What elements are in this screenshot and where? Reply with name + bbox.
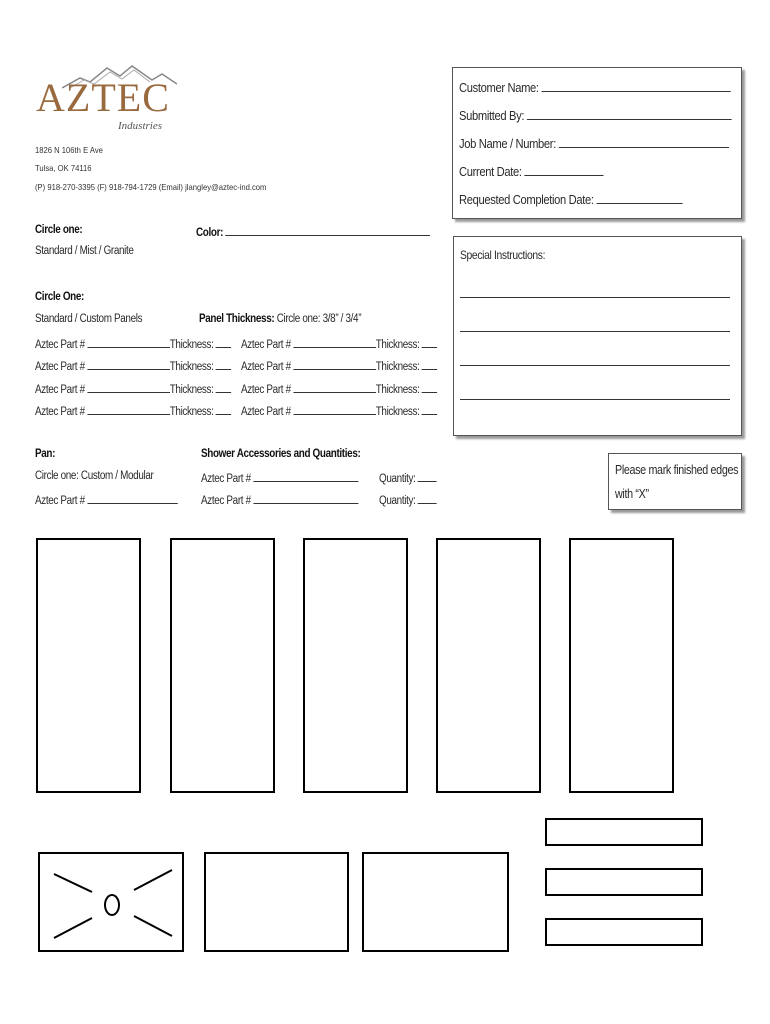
pan-type-options[interactable]: Circle one: Custom / Modular	[35, 470, 154, 482]
accessory-row	[201, 470, 358, 485]
customer-name-label: Customer Name:	[459, 80, 539, 95]
wall-panel-diagram[interactable]	[303, 538, 408, 793]
quantity-field[interactable]	[418, 492, 437, 504]
completion-date-label: Requested Completion Date:	[459, 192, 594, 207]
color-label: Color:	[196, 227, 224, 239]
panel-diagram[interactable]	[204, 852, 349, 952]
pan-heading: Pan:	[35, 448, 56, 460]
part-label: Aztec Part #	[35, 361, 85, 373]
logo-text: AZTEC	[36, 75, 170, 120]
part-label: Aztec Part #	[35, 495, 85, 507]
thickness-label: Thickness:	[169, 384, 214, 396]
submitted-by-field[interactable]	[527, 108, 732, 120]
job-name-field[interactable]	[559, 136, 729, 148]
part-field[interactable]	[87, 336, 170, 348]
part-label: Aztec Part #	[241, 384, 291, 396]
address-line-2: Tulsa, OK 74116	[35, 163, 92, 173]
quantity-label: Quantity:	[379, 473, 416, 485]
panel-thickness-label: Panel Thickness:	[199, 313, 275, 325]
circle-one-panels-heading: Circle One:	[35, 291, 84, 303]
thickness-field[interactable]	[422, 358, 437, 370]
thickness-field[interactable]	[216, 358, 231, 370]
part-label: Aztec Part #	[201, 495, 251, 507]
wall-panel-diagram[interactable]	[436, 538, 541, 793]
part-label: Aztec Part #	[35, 384, 85, 396]
trim-strip-diagram[interactable]	[545, 918, 703, 946]
wall-panel-diagram[interactable]	[36, 538, 141, 793]
part-label: Aztec Part #	[35, 406, 85, 418]
thickness-field[interactable]	[422, 336, 437, 348]
part-label: Aztec Part #	[35, 339, 85, 351]
instructions-line[interactable]	[460, 297, 730, 298]
thickness-field[interactable]	[216, 336, 231, 348]
instructions-line[interactable]	[460, 365, 730, 366]
current-date-field[interactable]	[524, 164, 603, 176]
pan-part-field[interactable]	[87, 492, 177, 504]
thickness-field[interactable]	[216, 381, 231, 393]
part-field[interactable]	[87, 403, 170, 415]
thickness-label: Thickness:	[375, 339, 420, 351]
wall-panel-diagram[interactable]	[569, 538, 674, 793]
thickness-label: Thickness:	[375, 361, 420, 373]
wall-panel-diagram[interactable]	[170, 538, 275, 793]
panel-part-row	[35, 381, 231, 396]
submitted-by-label: Submitted By:	[459, 108, 525, 123]
logo-subtext: Industries	[118, 120, 162, 132]
color-field[interactable]	[225, 224, 430, 236]
thickness-field[interactable]	[216, 403, 231, 415]
address-line-1: 1826 N 106th E Ave	[35, 145, 103, 155]
completion-date-field[interactable]	[596, 192, 682, 204]
shower-drain-icon	[40, 854, 182, 950]
customer-name-field[interactable]	[541, 80, 730, 92]
customer-info-box	[452, 67, 742, 219]
part-label: Aztec Part #	[241, 361, 291, 373]
panel-part-row	[35, 358, 231, 373]
panel-part-row	[241, 381, 437, 396]
quantity-row	[379, 492, 437, 507]
part-field[interactable]	[87, 381, 170, 393]
trim-strip-diagram[interactable]	[545, 818, 703, 846]
accessory-row	[201, 492, 358, 507]
pan-part-row	[35, 492, 177, 507]
thickness-label: Thickness:	[169, 406, 214, 418]
panel-part-row	[241, 336, 437, 351]
job-name-label: Job Name / Number:	[459, 136, 556, 151]
special-instructions-label: Special Instructions:	[460, 248, 546, 262]
panel-part-row	[35, 403, 231, 418]
part-field[interactable]	[293, 358, 376, 370]
thickness-label: Thickness:	[375, 384, 420, 396]
thickness-field[interactable]	[422, 381, 437, 393]
note-line-2: with “X”	[615, 487, 649, 501]
contact-line: (P) 918-270-3395 (F) 918-794-1729 (Email) jlangley@aztec-ind.com	[35, 182, 267, 192]
accessory-part-field[interactable]	[253, 470, 358, 482]
panel-diagram[interactable]	[362, 852, 509, 952]
shower-pan-diagram[interactable]	[38, 852, 184, 952]
thickness-field[interactable]	[422, 403, 437, 415]
part-label: Aztec Part #	[241, 339, 291, 351]
instructions-line[interactable]	[460, 331, 730, 332]
circle-one-heading: Circle one:	[35, 224, 83, 236]
part-label: Aztec Part #	[241, 406, 291, 418]
special-instructions-box	[453, 236, 742, 436]
instructions-line[interactable]	[460, 399, 730, 400]
finish-options[interactable]: Standard / Mist / Granite	[35, 245, 134, 257]
part-field[interactable]	[293, 336, 376, 348]
trim-strip-diagram[interactable]	[545, 868, 703, 896]
part-field[interactable]	[293, 403, 376, 415]
accessories-heading: Shower Accessories and Quantities:	[201, 448, 361, 460]
quantity-row	[379, 470, 437, 485]
finished-edges-note	[608, 453, 742, 510]
panel-thickness-options[interactable]: Circle one: 3/8” / 3/4”	[276, 313, 362, 325]
part-field[interactable]	[293, 381, 376, 393]
current-date-label: Current Date:	[459, 164, 522, 179]
quantity-field[interactable]	[418, 470, 437, 482]
thickness-label: Thickness:	[375, 406, 420, 418]
panel-type-options[interactable]: Standard / Custom Panels	[35, 313, 143, 325]
accessory-part-field[interactable]	[253, 492, 358, 504]
note-line-1: Please mark finished edges	[615, 463, 739, 477]
panel-part-row	[241, 358, 437, 373]
panel-part-row	[241, 403, 437, 418]
part-field[interactable]	[87, 358, 170, 370]
thickness-label: Thickness:	[169, 361, 214, 373]
quantity-label: Quantity:	[379, 495, 416, 507]
part-label: Aztec Part #	[201, 473, 251, 485]
thickness-label: Thickness:	[169, 339, 214, 351]
panel-part-row	[35, 336, 231, 351]
